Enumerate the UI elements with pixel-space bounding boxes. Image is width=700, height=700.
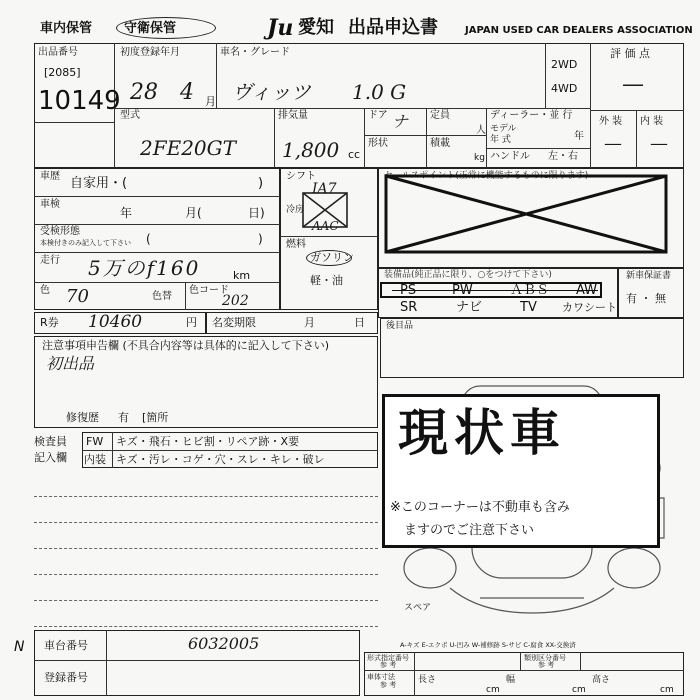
fuel-light-oil: 軽・油	[310, 274, 343, 287]
fuel-gasoline: ガソリン	[310, 251, 354, 264]
reception-label: 受検形態	[40, 226, 80, 237]
length-label: 長さ	[418, 675, 437, 685]
drive-4wd: 4WD	[551, 82, 578, 95]
category-ref: 参 考	[538, 661, 555, 669]
repair-value: 有	[118, 411, 129, 424]
inspector-fw: FW	[86, 435, 104, 448]
inspection-month: 月(	[185, 206, 202, 220]
year-label: 年 式	[490, 135, 511, 145]
color-value: 70	[66, 286, 89, 307]
org-english: JAPAN USED CAR DEALERS ASSOCIATION	[465, 25, 693, 36]
height-unit: cm	[660, 685, 674, 695]
handle-options: 左・右	[548, 151, 578, 162]
dealer-label: ディーラー・並 行	[490, 110, 573, 121]
storage-label: 車内保管	[40, 21, 93, 36]
shift-value: IA7	[312, 181, 337, 197]
reception-close: )	[258, 232, 263, 246]
dims-label: 車体寸法	[367, 673, 395, 681]
equip-tv: TV	[520, 300, 537, 315]
org-name: 愛知	[298, 17, 334, 38]
equip-navi: ナビ	[456, 300, 483, 315]
first-reg-month-unit: 月	[205, 95, 216, 108]
registration-label: 登録番号	[44, 671, 88, 684]
recycle-label: R券	[40, 316, 59, 329]
mileage-value: 5万のf160	[88, 256, 201, 280]
ac-label: 冷房	[286, 205, 305, 215]
ju-logo: Ju	[267, 15, 294, 41]
name-change-month: 月	[304, 316, 315, 329]
model-type-label: 型式	[120, 110, 140, 121]
notes-label: 注意事項申告欄 (不具合内容等は具体的に記入して下さい)	[42, 339, 330, 352]
model-year-label: モデル	[490, 124, 517, 134]
door-label: ドア	[368, 110, 388, 121]
inspector-fw-items: キズ・飛石・ヒビ割・リペア跡・X要	[116, 435, 300, 448]
equip-abs: ＡＢＳ	[510, 283, 550, 298]
score-label: 評 価 点	[610, 47, 650, 60]
recycle-unit: 円	[186, 316, 197, 329]
inspector-interior-items: キズ・汚レ・コゲ・穴・スレ・キレ・破レ	[116, 453, 325, 466]
drive-2wd: 2WD	[551, 58, 578, 71]
designation-ref: 参 考	[380, 661, 397, 669]
inspection-day: 日)	[248, 206, 265, 220]
displacement-value: 1,800	[282, 138, 340, 162]
load-label: 積載	[430, 138, 450, 149]
name-change-label: 名変期限	[212, 316, 256, 329]
color-code-label: 色コード	[189, 285, 229, 296]
interior-label: 内 装	[640, 116, 664, 127]
history-value: 自家用・(	[70, 176, 128, 191]
as-is-note-2: ますのでご注意下さい	[404, 523, 535, 538]
inspector-label-2: 記入欄	[34, 451, 67, 464]
history-close: )	[258, 176, 264, 191]
displacement-unit: cc	[348, 148, 361, 161]
load-unit: kg	[474, 153, 485, 163]
capacity-label: 定員	[430, 110, 450, 121]
width-unit: cm	[572, 685, 586, 695]
notes-value: 初出品	[46, 354, 95, 373]
repair-place: [箇所	[142, 411, 169, 424]
exterior-label: 外 装	[599, 116, 623, 127]
ac-value: AAC	[312, 219, 339, 233]
color-code-value: 202	[222, 293, 249, 309]
model-type-value: 2FE20GT	[140, 136, 236, 160]
shift-label: シフト	[286, 171, 316, 182]
side-mark: N	[14, 639, 25, 655]
height-label: 高さ	[592, 675, 611, 685]
warranty-options: 有 ・ 無	[626, 292, 666, 305]
displacement-label: 排気量	[278, 110, 308, 121]
year-unit: 年	[574, 131, 584, 142]
lot-number: 10149	[38, 86, 121, 116]
as-is-title: 現状車	[398, 404, 566, 462]
chassis-label: 車台番号	[44, 639, 88, 652]
history-label: 車歴	[40, 171, 60, 182]
inspector-interior: 内装	[84, 453, 106, 466]
lot-label: 出品番号	[38, 47, 78, 58]
spare-label: スペア	[404, 603, 432, 613]
equip-pw: PW	[452, 283, 473, 298]
form-title: 出品申込書	[348, 17, 438, 38]
capacity-unit: 人	[476, 125, 486, 136]
mileage-unit: km	[233, 269, 251, 282]
aftermarket-label: 後目品	[386, 321, 414, 331]
equip-ps: PS	[400, 283, 417, 298]
reception-open: (	[146, 232, 151, 246]
aftermarket-box	[380, 318, 684, 378]
sales-point-label: セールスポイント(正常に機能するものに限ります)	[384, 171, 589, 181]
interior-grade: —	[650, 133, 668, 154]
dims-ref: 参 考	[380, 681, 397, 689]
lot-sub-number: [2085]	[44, 66, 81, 79]
inspection-year: 年	[120, 206, 133, 220]
warranty-label: 新車保証書	[626, 271, 672, 281]
equip-power-seat: カワシート	[562, 301, 617, 314]
equipment-label: 装備品(純正品に限り、○をつけて下さい)	[384, 270, 552, 280]
shift-crossed-box	[302, 192, 348, 228]
fuel-label: 燃料	[286, 239, 306, 250]
shape-label: 形状	[368, 138, 388, 149]
designation-label: 形式指定番号	[367, 654, 409, 662]
color-label: 色	[40, 285, 50, 296]
first-reg-year: 28	[130, 80, 158, 105]
car-name-value: ヴィッツ	[232, 80, 311, 104]
repair-label: 修復歴	[66, 411, 99, 424]
car-name-label: 車名・グレード	[220, 47, 290, 58]
inspector-label-1: 検査員	[34, 435, 67, 448]
first-reg-label: 初度登録年月	[120, 47, 180, 58]
as-is-note-1: ※このコーナーは不動車も含み	[390, 500, 570, 515]
first-reg-month: 4	[180, 80, 194, 105]
reception-note: 本検付きのみ記入して下さい	[40, 239, 131, 247]
recycle-value: 10460	[88, 312, 143, 332]
width-label: 幅	[506, 675, 516, 685]
category-label: 類別区分番号	[524, 654, 566, 662]
exterior-grade: —	[604, 133, 622, 154]
handle-label: ハンドル	[490, 151, 530, 162]
door-value: ナ	[392, 112, 409, 131]
color-change-label: 色替	[152, 291, 172, 302]
inspection-label: 車検	[40, 199, 60, 210]
equip-sr: SR	[400, 300, 418, 315]
storage-circled-label: 守衛保管	[124, 21, 177, 36]
chassis-value: 6032005	[188, 634, 260, 653]
car-grade-value: 1.0 G	[352, 80, 407, 104]
equip-aw: AW	[576, 283, 598, 298]
damage-legend: A-キズ E-エクボ U-凹み W-補修跡 S-サビ C-腐食 XX-交換済	[400, 641, 576, 649]
length-unit: cm	[486, 685, 500, 695]
score-value: —	[622, 72, 644, 97]
mileage-label: 走行	[40, 255, 60, 266]
name-change-day: 日	[354, 316, 365, 329]
sales-point-crossed-out	[384, 171, 668, 254]
